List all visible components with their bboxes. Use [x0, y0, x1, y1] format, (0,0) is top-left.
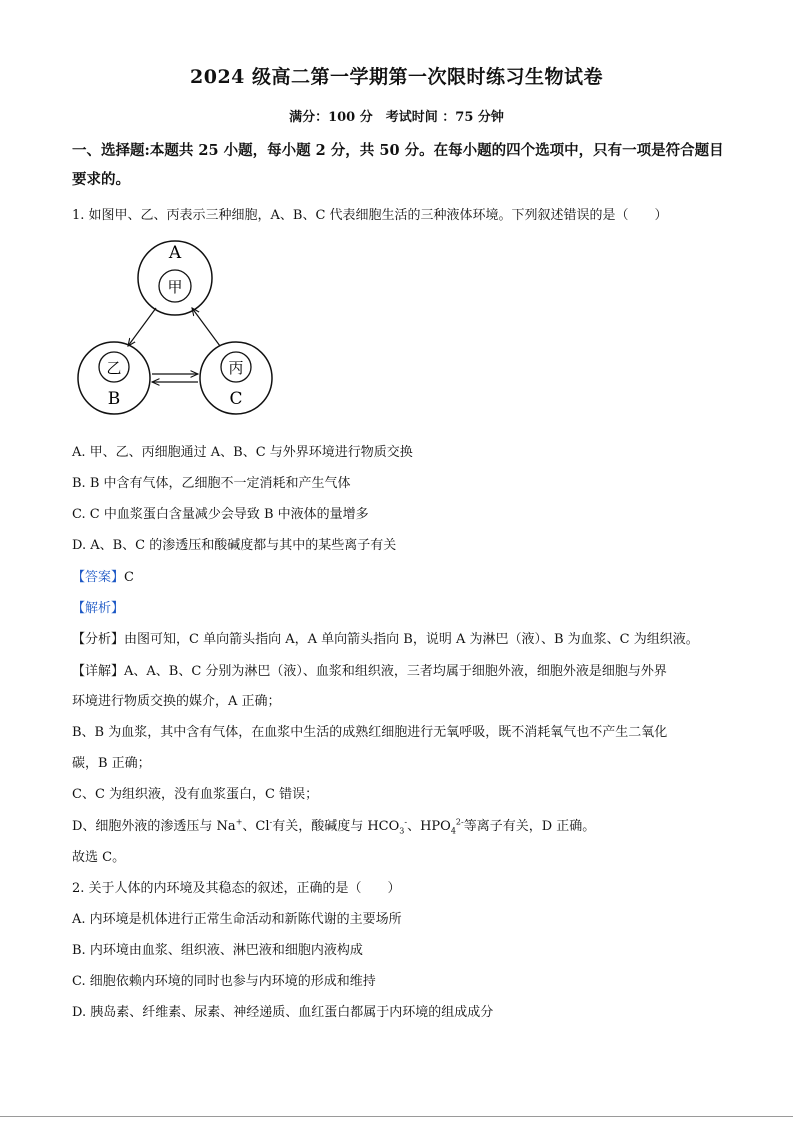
- page-title: 2024 级高二第一学期第一次限时练习生物试卷: [190, 66, 603, 88]
- na-charge: +: [235, 817, 243, 827]
- score-time-line: 满分：100 分 考试时间 ：75 分钟: [289, 110, 504, 125]
- q2-option-d: D. 胰岛素、纤维素、尿素、神经递质、血红蛋白都属于内环境的组成成分: [72, 1005, 494, 1020]
- q2-option-c: C. 细胞依赖内环境的同时也参与内环境的形成和维持: [72, 974, 376, 989]
- hpo4-charge: 2-: [455, 817, 464, 827]
- xiangjie-line-2: 环境进行物质交换的媒介，A 正确；: [72, 694, 281, 709]
- cell-yi-label: 乙: [106, 359, 122, 377]
- fenxi-tag: 【分析】: [72, 632, 125, 647]
- q2-option-a: A. 内环境是机体进行正常生命活动和新陈代谢的主要场所: [72, 912, 402, 927]
- explain-b-line-1: B、B 为血浆，其中含有气体，在血浆中生活的成熟红细胞进行无氧呼吸，既不消耗氧气也不产生二氧化: [72, 725, 668, 740]
- label-a: A: [168, 243, 182, 263]
- xiangjie-tag: 【详解】: [72, 664, 125, 679]
- fluid-relationship-diagram: [72, 228, 282, 420]
- fenxi-line: [72, 628, 699, 647]
- q1-option-c: C. C 中血浆蛋白含量减少会导致 B 中液体的量增多: [72, 507, 369, 522]
- xiangjie-text-1: A、A、B、C 分别为淋巴（液）、血浆和组织液，三者均属于细胞外液，细胞外液是细胞与外界: [124, 664, 667, 679]
- analysis-tag: 【解析】: [72, 601, 125, 616]
- cell-jia-label: 甲: [167, 278, 183, 296]
- hpo4-sub: 4: [450, 826, 456, 836]
- arrow-c-to-a: [192, 308, 220, 346]
- answer-tag: 【答案】: [72, 570, 125, 585]
- arrow-a-to-b: [128, 308, 156, 346]
- explain-b-line-2: 碳，B 正确；: [72, 756, 151, 771]
- hco3-sub: 3: [399, 826, 405, 836]
- d-text-2: 、Cl: [242, 819, 270, 834]
- q1-option-a: A. 甲、乙、丙细胞通过 A、B、C 与外界环境进行物质交换: [72, 445, 413, 460]
- cell-bing-label: 丙: [228, 359, 244, 377]
- section-heading: 一、选择题:本题共 25 小题，每小题 2 分，共 50 分。在每小题的四个选项中，只有一项是符合题目要求的。: [72, 142, 724, 188]
- answer-line: [72, 566, 134, 585]
- explain-c-line: C、C 为组织液，没有血浆蛋白，C 错误；: [72, 787, 319, 802]
- question-1-stem: 1. 如图甲、乙、丙表示三种细胞，A、B、C 代表细胞生活的三种液体环境。下列叙述错误的是（ ）: [72, 208, 668, 223]
- answer-value: C: [124, 570, 134, 585]
- cl-charge: -: [269, 817, 273, 827]
- footer-rule: [0, 1116, 793, 1117]
- label-c: C: [229, 389, 243, 409]
- q1-option-b: B. B 中含有气体，乙细胞不一定消耗和产生气体: [72, 476, 351, 491]
- xiangjie-line-1: [72, 660, 667, 679]
- fenxi-text: 由图可知，C 单向箭头指向 A，A 单向箭头指向 B，说明 A 为淋巴（液）、B 为血浆、C 为组织液。: [124, 632, 699, 647]
- d-text-5: 等离子有关，D 正确。: [463, 819, 596, 834]
- hco3-charge: -: [404, 817, 408, 827]
- d-text-1: D、细胞外液的渗透压与 Na: [72, 819, 236, 834]
- question-2-stem: 2. 关于人体的内环境及其稳态的叙述，正确的是（ ）: [72, 881, 401, 896]
- d-text-3: 有关，酸碱度与 HCO: [272, 819, 400, 834]
- conclusion-line: 故选 C。: [72, 850, 126, 865]
- q2-option-b: B. 内环境由血浆、组织液、淋巴液和细胞内液构成: [72, 943, 363, 958]
- d-text-4: 、HPO: [407, 819, 451, 834]
- explain-d-line: [72, 815, 595, 834]
- label-b: B: [107, 389, 121, 409]
- q1-option-d: D. A、B、C 的渗透压和酸碱度都与其中的某些离子有关: [72, 538, 397, 553]
